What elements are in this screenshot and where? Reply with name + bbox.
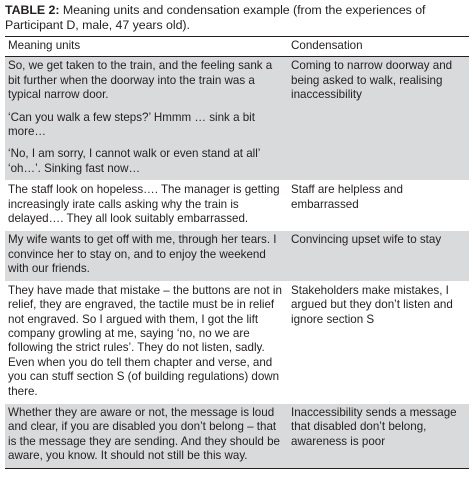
meaning-unit-paragraph: ‘Can you walk a few steps?’ Hmmm … sink a bit more…: [8, 110, 255, 139]
condensation-cell: Staff are helpless and embarrassed: [288, 181, 469, 231]
meaning-unit-paragraph: ‘No, I am sorry, I cannot walk or even stand at all’ ‘oh…’. Sinking fast now…: [8, 147, 260, 175]
table-row: [5, 181, 469, 231]
header-condensation: Condensation: [288, 37, 469, 57]
table-header-row: [5, 37, 469, 57]
table-body: [5, 57, 469, 468]
meaning-unit-cell: [5, 231, 288, 281]
header-meaning-units: Meaning units: [5, 37, 288, 57]
condensation-cell: Stakeholders make mistakes, I argued but they don’t listen and ignore section S: [288, 281, 469, 403]
meaning-units-table: [5, 36, 469, 469]
table-row: [5, 403, 469, 468]
table-row: [5, 281, 469, 403]
meaning-unit-paragraph: Whether they are aware or not, the message is loud and clear, if you are disabled you don’t belong – that is the message they are sending. And they should be aware, you know. It should not still be this way.: [8, 405, 280, 463]
condensation-cell: Inaccessibility sends a message that disabled don’t belong, awareness is poor: [288, 403, 469, 468]
table-caption-text: Meaning units and condensation example (from the experiences of Participant D, male, 47 years old).: [5, 3, 426, 32]
meaning-unit-cell: [5, 403, 288, 468]
condensation-cell: Convincing upset wife to stay: [288, 231, 469, 281]
table-row: [5, 57, 469, 181]
condensation-cell: Coming to narrow doorway and being asked to walk, realising inaccessibility: [288, 57, 469, 181]
meaning-unit-cell: [5, 57, 288, 181]
meaning-unit-paragraph: The staff look on hopeless…. The manager is getting increasingly irate calls asking why the train is delayed…. They all look suitably embarrassed.: [8, 183, 280, 226]
meaning-unit-paragraph: My wife wants to get off with me, through her tears. I convince her to stay on, and to enjoy the weekend with our friends.: [8, 233, 277, 276]
meaning-unit-cell: [5, 181, 288, 231]
meaning-unit-cell: [5, 281, 288, 403]
table-caption-label: TABLE 2:: [5, 3, 60, 17]
table-caption: [5, 3, 469, 33]
table-row: [5, 231, 469, 281]
meaning-unit-paragraph: So, we get taken to the train, and the feeling sank a bit further when the doorway into the train was a typical narrow door.: [8, 59, 273, 102]
meaning-unit-paragraph: They have made that mistake – the buttons are not in relief, they are engraved, the tactile must be in relief not engraved. So I argued with them, I got the lift company growling at me, saying ‘no, no we are following the strict rules’. They do not listen, sadly. Even when you do tell them chapter and verse, and you can stuff section S (of building regulations) down there.: [8, 283, 282, 398]
table-header: [5, 37, 469, 57]
